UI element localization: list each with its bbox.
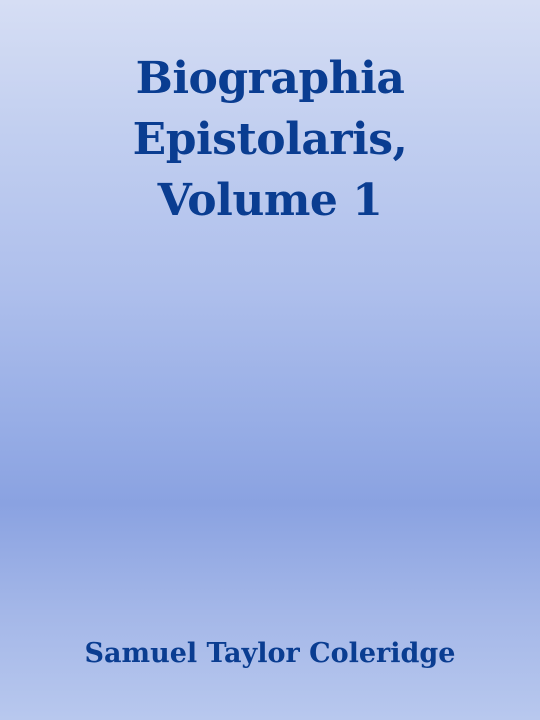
title-line-2: Epistolaris, — [132, 114, 408, 165]
book-author: Samuel Taylor Coleridge — [84, 638, 456, 669]
title-line-3: Volume 1 — [157, 175, 383, 226]
book-title — [0, 48, 540, 231]
title-line-1: Biographia — [135, 53, 405, 104]
